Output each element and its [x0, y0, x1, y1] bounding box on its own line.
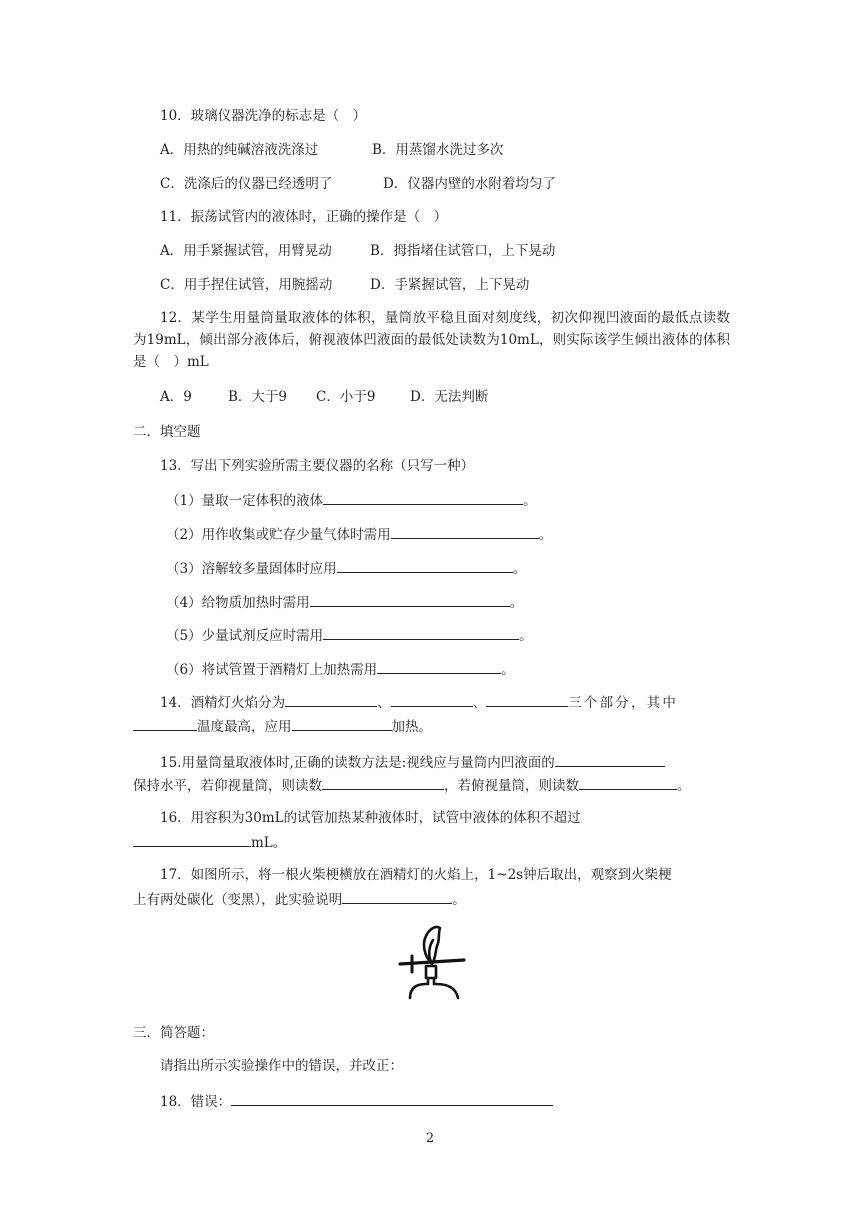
q14-line-2: [133, 716, 432, 736]
lamp-body: [410, 984, 458, 998]
q14-part-2: 三个部分，其中: [568, 695, 679, 711]
answer-blank[interactable]: [342, 889, 452, 904]
flame-outer: [424, 927, 440, 964]
q12-option-b: B．大于9: [228, 389, 288, 405]
answer-blank[interactable]: [285, 692, 377, 707]
q14-sep-1: 、: [377, 695, 391, 711]
answer-blank[interactable]: [579, 775, 677, 790]
q13-item-6-text: （6）将试管置于酒精灯上加热需用: [166, 662, 378, 678]
answer-blank[interactable]: [391, 524, 539, 539]
q11-stem: 11．振荡试管内的液体时，正确的操作是（ ）: [160, 209, 448, 225]
q17-part-3: 。: [452, 892, 466, 908]
q12-option-d: D．无法判断: [410, 389, 489, 405]
q10-option-a: A．用热的纯碱溶液洗涤过: [160, 142, 319, 158]
q13-item-5: [166, 625, 533, 645]
q14-line-1: [160, 692, 678, 712]
q13-item-3-end: 。: [512, 561, 527, 577]
matchstick: [400, 960, 464, 964]
q13-item-6-end: 。: [501, 662, 515, 678]
q15-line-1: [160, 752, 665, 772]
q14-part-1: 14．酒精灯火焰分为: [160, 695, 286, 711]
q16-line-1: 16．用容积为30mL的试管加热某种液体时，试管中液体的体积不超过: [160, 810, 581, 826]
page-number: 2: [425, 1131, 435, 1146]
q13-item-3-text: （3）溶解较多量固体时应用: [166, 561, 337, 577]
q12-option-a: A．9: [160, 389, 192, 405]
q11-option-a: A．用手紧握试管，用臂晃动: [160, 243, 332, 259]
q13-stem: 13．写出下列实验所需主要仪器的名称（只写一种）: [160, 458, 475, 474]
q13-item-1: [166, 490, 537, 510]
q13-item-4-end: 。: [509, 595, 524, 611]
answer-blank[interactable]: [310, 592, 510, 607]
q13-item-1-end: 。: [523, 493, 537, 509]
q11-option-d: D．手紧握试管，上下晃动: [370, 277, 530, 293]
q11-option-c: C．用手捏住试管，用腕摇动: [160, 277, 333, 293]
q14-part-3: 温度最高，应用: [197, 719, 292, 735]
alcohol-lamp-matchstick-figure: [390, 922, 470, 1000]
section-3-heading: 三．简答题：: [133, 1025, 214, 1041]
q13-item-1-text: （1）量取一定体积的液体: [166, 493, 324, 509]
q13-item-4: [166, 592, 523, 612]
section-2-heading: 二．填空题: [133, 424, 201, 440]
answer-blank[interactable]: [391, 692, 473, 707]
answer-blank[interactable]: [133, 832, 251, 847]
answer-blank[interactable]: [323, 490, 523, 505]
q10-stem: 10．玻璃仪器洗净的标志是（ ）: [160, 108, 367, 124]
q10-option-c: C．洗涤后的仪器已经透明了: [160, 176, 333, 192]
q15-part-4: 。: [677, 778, 691, 794]
answer-blank[interactable]: [555, 752, 665, 767]
q18-line: [160, 1091, 553, 1111]
answer-blank[interactable]: [292, 716, 392, 731]
lamp-wick-holder: [426, 966, 436, 978]
q17-line-1: 17．如图所示，将一根火柴梗横放在酒精灯的火焰上，1~2s钟后取出，观察到火柴梗: [160, 867, 672, 883]
q13-item-5-text: （5）少量试剂反应时需用: [166, 628, 324, 644]
q15-line-2: [133, 775, 691, 795]
q10-option-d: D．仪器内壁的水附着均匀了: [383, 176, 556, 192]
answer-blank[interactable]: [337, 558, 513, 573]
q17-line-2: [133, 889, 466, 909]
answer-blank[interactable]: [231, 1091, 553, 1106]
answer-blank[interactable]: [322, 775, 444, 790]
q13-item-4-text: （4）给物质加热时需用: [166, 595, 310, 611]
q18-label: 18．错误：: [160, 1094, 232, 1110]
q12-option-c: C．小于9: [316, 389, 376, 405]
q16-line-2: [133, 832, 286, 852]
q16-part-2: mL。: [251, 835, 287, 851]
answer-blank[interactable]: [133, 716, 197, 731]
q13-item-2-end: 。: [538, 527, 553, 543]
answer-blank[interactable]: [323, 625, 519, 640]
q13-item-2-text: （2）用作收集或贮存少量气体时需用: [166, 527, 391, 543]
q15-part-1: 15.用量筒量取液体时,正确的读数方法是:视线应与量筒内凹液面的: [160, 755, 555, 771]
q13-item-5-end: 。: [519, 628, 533, 644]
q13-item-2: [166, 524, 552, 544]
q14-sep-2: 、: [472, 695, 487, 711]
q14-part-4: 加热。: [391, 719, 432, 735]
answer-blank[interactable]: [377, 659, 501, 674]
q10-option-b: B．用蒸馏水洗过多次: [372, 142, 504, 158]
instruction-text: 请指出所示实验操作中的错误，并改正：: [160, 1058, 403, 1074]
flame-inner: [429, 940, 433, 962]
q17-part-2: 上有两处碳化（变黑），此实验说明: [133, 892, 343, 908]
q13-item-3: [166, 558, 526, 578]
q12-stem: 12．某学生用量筒量取液体的体积，量筒放平稳且面对刻度线，初次仰视凹液面的最低点读数为19mL，倾出部分液体后，俯视液体凹液面的最低处读数为10mL，则实际该学生倾出液体的体积是（ ）mL: [133, 310, 730, 370]
q15-part-2: 保持水平，若仰视量筒，则读数: [133, 778, 322, 794]
answer-blank[interactable]: [486, 692, 568, 707]
q15-part-3: ，若俯视量筒，则读数: [444, 778, 579, 794]
q11-option-b: B．拇指堵住试管口，上下晃动: [370, 243, 556, 259]
q13-item-6: [166, 659, 515, 679]
